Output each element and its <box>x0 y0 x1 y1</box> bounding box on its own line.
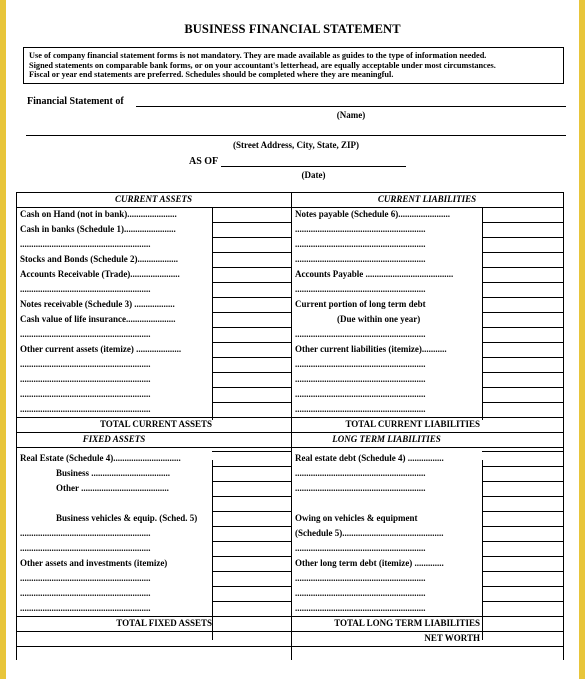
row-label: .......................................................... <box>295 224 426 234</box>
total-current-assets: TOTAL CURRENT ASSETS <box>99 419 212 429</box>
row-label: .......................................................... <box>20 239 151 249</box>
row-label: .......................................................... <box>20 359 151 369</box>
long-term-liabilities-header: LONG TERM LIABILITIES <box>332 434 441 444</box>
row-label: (Due within one year) <box>337 314 421 324</box>
notice-line: Use of company financial statement forms is not mandatory. They are made available as guides to the type of information needed. <box>29 51 487 60</box>
row-label: Cash on Hand (not in bank)...................... <box>20 209 177 219</box>
row-label: Business ................................... <box>56 468 171 478</box>
row-label: Other long term debt (itemize) ............. <box>295 558 444 568</box>
row-label: .......................................................... <box>20 389 151 399</box>
row-label: Real Estate (Schedule 4).............................. <box>20 453 181 463</box>
table-right-border <box>563 192 564 660</box>
as-of-label: AS OF <box>189 156 219 167</box>
row-label: Cash in banks (Schedule 1)....................... <box>20 224 176 234</box>
name-field[interactable] <box>136 106 566 107</box>
total-current-liabilities: TOTAL CURRENT LIABILITIES <box>345 419 480 429</box>
amount-cell[interactable] <box>212 451 291 466</box>
amount-cell[interactable] <box>212 222 291 237</box>
row-label: .......................................................... <box>295 239 426 249</box>
amount-cell[interactable] <box>482 252 563 267</box>
amount-cell[interactable] <box>482 387 563 402</box>
amount-cell[interactable] <box>212 556 291 571</box>
amount-cell[interactable] <box>212 481 291 496</box>
row-label: Other assets and investments (itemize) <box>20 558 168 568</box>
net-worth-label: NET WORTH <box>424 633 480 643</box>
row-label: .......................................................... <box>295 254 426 264</box>
row-label: .......................................................... <box>20 543 151 553</box>
date-caption: (Date) <box>301 170 326 180</box>
amount-cell[interactable] <box>482 327 563 342</box>
amount-cell[interactable] <box>482 267 563 282</box>
amount-cell[interactable] <box>212 601 291 616</box>
amount-cell[interactable] <box>482 297 563 312</box>
date-field[interactable] <box>221 166 406 167</box>
row-label: Owing on vehicles & equipment <box>295 513 418 523</box>
fixed-assets-header: FIXED ASSETS <box>82 434 146 444</box>
row-label: Cash value of life insurance...................... <box>20 314 176 324</box>
amount-cell[interactable] <box>212 402 291 417</box>
row-label: .......................................................... <box>20 404 151 414</box>
amount-cell[interactable] <box>212 297 291 312</box>
row-label: .......................................................... <box>295 543 426 553</box>
amount-cell[interactable] <box>212 237 291 252</box>
amount-cell[interactable] <box>482 541 563 556</box>
amount-cell[interactable] <box>212 357 291 372</box>
notice-line: Signed statements on comparable bank forms, or on your accountant's letterhead, are equally acceptable under most circumstances. <box>29 60 496 70</box>
row-label: Other ....................................... <box>56 483 169 493</box>
section-rule <box>16 646 563 647</box>
amount-cell[interactable] <box>212 526 291 541</box>
row-label: .......................................................... <box>295 404 426 414</box>
statement-table <box>16 192 563 660</box>
amount-cell[interactable] <box>212 372 291 387</box>
statement-of-label: Financial Statement of <box>27 96 124 107</box>
amount-cell[interactable] <box>212 312 291 327</box>
row-label: Other current assets (itemize) .................... <box>20 344 182 354</box>
amount-cell[interactable] <box>482 342 563 357</box>
row-label: .......................................................... <box>20 374 151 384</box>
row-label: Current portion of long term debt <box>295 299 426 309</box>
amount-cell[interactable] <box>212 342 291 357</box>
amount-cell[interactable] <box>212 387 291 402</box>
row-label: .......................................................... <box>20 573 151 583</box>
row-label: .......................................................... <box>20 588 151 598</box>
amount-cell[interactable] <box>482 631 563 646</box>
row-label: Stocks and Bonds (Schedule 2).................. <box>20 254 179 264</box>
row-label: (Schedule 5)............................................. <box>295 528 444 538</box>
row-label: .......................................................... <box>20 528 151 538</box>
address-field[interactable] <box>26 135 566 136</box>
row-label: Accounts Payable ....................................... <box>295 269 454 279</box>
amount-cell[interactable] <box>212 496 291 511</box>
amount-cell[interactable] <box>482 496 563 511</box>
row-label: .......................................................... <box>20 284 151 294</box>
amount-cell[interactable] <box>482 511 563 526</box>
amount-cell[interactable] <box>212 586 291 601</box>
row-label: .......................................................... <box>295 483 426 493</box>
amount-cell[interactable] <box>482 237 563 252</box>
row-label: .......................................................... <box>295 389 426 399</box>
total-long-term-liabilities: TOTAL LONG TERM LIABILITIES <box>334 618 480 628</box>
amount-cell[interactable] <box>212 207 291 222</box>
amount-cell[interactable] <box>212 267 291 282</box>
row-label: .......................................................... <box>295 468 426 478</box>
amount-cell[interactable] <box>212 252 291 267</box>
row-label: Notes payable (Schedule 6)....................... <box>295 209 450 219</box>
row-label: .......................................................... <box>295 374 426 384</box>
address-caption: (Street Address, City, State, ZIP) <box>233 140 359 150</box>
form-title: BUSINESS FINANCIAL STATEMENT <box>184 22 401 36</box>
amount-cell[interactable] <box>482 222 563 237</box>
row-label: Real estate debt (Schedule 4) ................ <box>295 453 444 463</box>
row-label: .......................................................... <box>295 603 426 613</box>
amount-cell[interactable] <box>212 571 291 586</box>
amount-cell[interactable] <box>212 541 291 556</box>
row-label: Other current liabilities (itemize)........... <box>295 344 447 354</box>
notice-line: Fiscal or year end statements are preferred. Schedules should be completed where they are meaningful. <box>29 70 394 80</box>
row-label: Notes receivable (Schedule 3) .................. <box>20 299 175 309</box>
row-label: Business vehicles & equip. (Sched. 5) <box>56 513 198 523</box>
amount-cell[interactable] <box>212 327 291 342</box>
amount-cell[interactable] <box>212 282 291 297</box>
row-label: Accounts Receivable (Trade)...................... <box>20 269 180 279</box>
section-rule <box>16 447 563 448</box>
amount-cell[interactable] <box>482 571 563 586</box>
amount-cell[interactable] <box>482 601 563 616</box>
section-rule <box>16 631 563 632</box>
amount-cell[interactable] <box>212 466 291 481</box>
current-liabilities-header: CURRENT LIABILITIES <box>377 194 477 204</box>
amount-cell[interactable] <box>482 282 563 297</box>
row-label: .......................................................... <box>295 329 426 339</box>
form-page <box>6 0 579 679</box>
amount-cell[interactable] <box>212 616 291 631</box>
amount-cell[interactable] <box>482 207 563 222</box>
row-label: .......................................................... <box>295 588 426 598</box>
amount-cell[interactable] <box>482 616 563 631</box>
notice-box <box>23 47 564 84</box>
amount-cell[interactable] <box>482 312 563 327</box>
amount-cell[interactable] <box>482 357 563 372</box>
row-label: .......................................................... <box>295 359 426 369</box>
amount-cell[interactable] <box>482 586 563 601</box>
amount-cell[interactable] <box>482 451 563 466</box>
amount-cell[interactable] <box>212 511 291 526</box>
row-label: .......................................................... <box>20 329 151 339</box>
amount-cell[interactable] <box>482 402 563 417</box>
amount-cell[interactable] <box>482 556 563 571</box>
amount-cell[interactable] <box>482 372 563 387</box>
current-assets-header: CURRENT ASSETS <box>115 194 192 204</box>
name-caption: (Name) <box>336 110 366 120</box>
row-label: .......................................................... <box>295 284 426 294</box>
row-label: .......................................................... <box>20 603 151 613</box>
amount-cell[interactable] <box>482 466 563 481</box>
row-label: .......................................................... <box>295 573 426 583</box>
total-fixed-assets: TOTAL FIXED ASSETS <box>116 618 212 628</box>
amount-cell[interactable] <box>482 481 563 496</box>
amount-cell[interactable] <box>482 526 563 541</box>
